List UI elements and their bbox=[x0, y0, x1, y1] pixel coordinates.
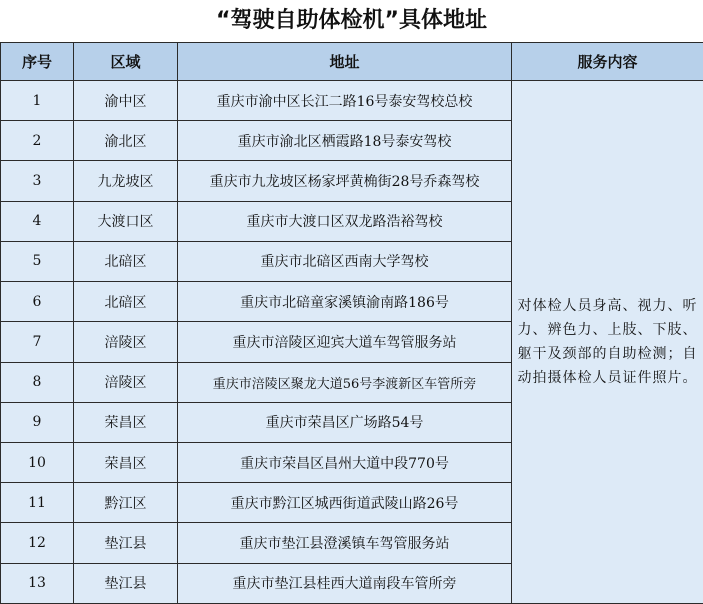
cell-address: 重庆市垫江县桂西大道南段车管所旁 bbox=[178, 563, 512, 603]
cell-no: 7 bbox=[1, 322, 74, 362]
header-service: 服务内容 bbox=[512, 43, 703, 81]
cell-district: 九龙坡区 bbox=[74, 161, 178, 201]
cell-address: 重庆市北碚童家溪镇渝南路186号 bbox=[178, 282, 512, 322]
cell-address: 重庆市涪陵区聚龙大道56号李渡新区车管所旁 bbox=[178, 362, 512, 402]
cell-district: 荣昌区 bbox=[74, 442, 178, 482]
cell-district: 荣昌区 bbox=[74, 402, 178, 442]
cell-no: 11 bbox=[1, 483, 74, 523]
cell-address: 重庆市北碚区西南大学驾校 bbox=[178, 241, 512, 281]
cell-district: 北碚区 bbox=[74, 241, 178, 281]
cell-district: 涪陵区 bbox=[74, 322, 178, 362]
cell-address: 重庆市九龙坡区杨家坪黄桷街28号乔森驾校 bbox=[178, 161, 512, 201]
cell-district: 垫江县 bbox=[74, 563, 178, 603]
cell-no: 8 bbox=[1, 362, 74, 402]
table-row bbox=[1, 81, 703, 121]
cell-address: 重庆市荣昌区广场路54号 bbox=[178, 402, 512, 442]
cell-address: 重庆市荣昌区昌州大道中段770号 bbox=[178, 442, 512, 482]
cell-address: 重庆市大渡口区双龙路浩裕驾校 bbox=[178, 201, 512, 241]
header-district: 区域 bbox=[74, 43, 178, 81]
cell-address: 重庆市黔江区城西街道武陵山路26号 bbox=[178, 483, 512, 523]
cell-district: 渝中区 bbox=[74, 81, 178, 121]
cell-no: 5 bbox=[1, 241, 74, 281]
cell-no: 3 bbox=[1, 161, 74, 201]
cell-district: 大渡口区 bbox=[74, 201, 178, 241]
header-row bbox=[1, 43, 703, 81]
cell-district: 北碚区 bbox=[74, 282, 178, 322]
cell-address: 重庆市渝中区长江二路16号泰安驾校总校 bbox=[178, 81, 512, 121]
cell-address: 重庆市渝北区栖霞路18号泰安驾校 bbox=[178, 121, 512, 161]
cell-no: 4 bbox=[1, 201, 74, 241]
address-table bbox=[0, 42, 703, 604]
table-body bbox=[1, 81, 703, 604]
cell-no: 13 bbox=[1, 563, 74, 603]
cell-service-content: 对体检人员身高、视力、听力、辨色力、上肢、下肢、躯干及颈部的自助检测；自动拍摄体检人员证件照片。 bbox=[512, 81, 703, 604]
cell-no: 2 bbox=[1, 121, 74, 161]
header-address: 地址 bbox=[178, 43, 512, 81]
cell-district: 涪陵区 bbox=[74, 362, 178, 402]
cell-district: 黔江区 bbox=[74, 483, 178, 523]
cell-address: 重庆市垫江县澄溪镇车驾管服务站 bbox=[178, 523, 512, 563]
cell-address: 重庆市涪陵区迎宾大道车驾管服务站 bbox=[178, 322, 512, 362]
page-title: “驾驶自助体检机”具体地址 bbox=[216, 8, 487, 33]
cell-no: 9 bbox=[1, 402, 74, 442]
header-no: 序号 bbox=[1, 43, 74, 81]
cell-district: 渝北区 bbox=[74, 121, 178, 161]
cell-no: 6 bbox=[1, 282, 74, 322]
cell-no: 10 bbox=[1, 442, 74, 482]
cell-district: 垫江县 bbox=[74, 523, 178, 563]
cell-no: 12 bbox=[1, 523, 74, 563]
cell-no: 1 bbox=[1, 81, 74, 121]
